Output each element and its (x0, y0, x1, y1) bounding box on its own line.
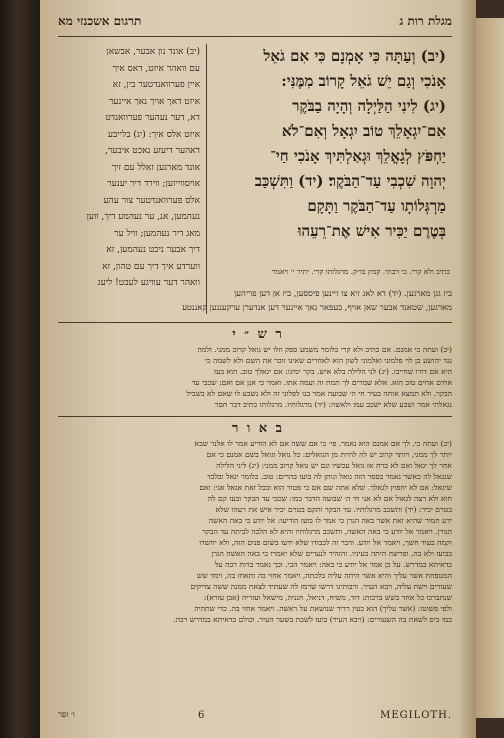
running-header (58, 14, 452, 34)
biur-line: יותר לך ממני, ויותר קרוב יש לה להיות מן הגואלים: כל גואל וגואל בשם אמנם כי אם (206, 450, 452, 459)
header-rule (58, 36, 452, 37)
yiddish-continuation (58, 286, 452, 322)
biur-line: המטפחת אשר עליך והיא אשר היתה עליה בלכתה, ויאמר אחזי בה ותאחז בה, וימד שש (197, 571, 452, 580)
page-number: 6 (198, 710, 205, 721)
yiddish-translation-column (70, 44, 200, 326)
facing-page-edge (474, 18, 504, 718)
hebrew-line: (יב) וְעַתָּה כִּי אָמְנָם כִּי אִם גֹאֵל (263, 47, 446, 65)
yiddish-line: אונד מארגען זאלל עם זיך (111, 162, 200, 173)
yiddish-line: אלס פערוואנדטער צור עהע (103, 195, 200, 206)
biur-line: (יב) ועתה כי, לך אם אמנם הוא נאמר. פי׳ כי אם ששה אם לא הודיע אמר לו אלנר שבא (194, 439, 452, 448)
column-divider (206, 44, 207, 314)
rashi-line: הבקר. ולא תמצא אותה בעיר חי ה׳ שבועה אמר בנו לפלוני זה ולא נשבע לו שאם לא בשביל (186, 389, 452, 398)
yiddish-line: ווערדע איך דיך עם טהון, זא (102, 261, 200, 272)
hebrew-line: אָנֹכִי וְגַם יֵשׁ גֹאֵל קָרוֹב מִמֶּנִּי: (281, 72, 446, 90)
yiddish-continuation-line: מארגען, שטאנד אבער שאן אויף, בעפאר נאך איינער דען אנדערן ערקעננען קאננטע (182, 302, 452, 312)
biur-line: וקמה בעוד חשך, ויאמר אל יודע. ודבר זה לכבודו שלא ידעו בשום פנים הזה, ולא יחשדו (199, 538, 452, 547)
rashi-line: נגד יהושע בן לוי פלמוני ואלמוני לשון הוא לאחרים שאינו זוכר את השם ולא לשמה כי (204, 356, 452, 365)
yiddish-continuation-line: ביז גגן מארגען. (יד) דא לאג זיא צו זיינען פיססען, ביז אן דען פריהען (234, 288, 452, 298)
biur-line: אחר לך יגאל ואם לא ברח אז גואל עכשיו וגם יש גואל קרוב ממני: (יג) ליני הלילה (216, 461, 452, 470)
biur-line: שנתברכו כל אחד בשש ברכות: דוד, משיח, דניאל, חנניה, מישאל ועזריה (אבן עזרא): (203, 593, 452, 602)
yiddish-line: אויסווייזען; ווירד דיר יענער (107, 179, 200, 189)
yiddish-line: איזט אלס איך: (יג) בלייבע (107, 129, 200, 140)
biur-line: שנגאל לה כאשר נאמר בספר הזה גואל ונותן לה בועז בהרים: טוב. כלומר יגאל ובלבד (207, 472, 452, 481)
biur-line: ולפי פשוטו: (אשר עליך) הוא כעין רדיד שנושאת על ראשה. ויאמר אחזי בה. כדי שתהיה (194, 604, 452, 613)
book-spine (0, 0, 40, 738)
biur-line: הגורן. ויאמר אל יודע כי באה האשה, ותשכב מרגלותיו והיא לא הלכה לביתה עד הבקר (202, 527, 452, 536)
book-page (40, 0, 476, 738)
yiddish-line: נעהמען, אנ, ער נעהמע דיך, ווען (86, 212, 200, 222)
biur-line: בטרם יכיר: (יד) ותשכב מרגלותיו. עד הבקר ותקם בטרם יכיר איש את רעהו שלא (215, 505, 452, 514)
header-translation-title: תרגום אשכנזי מא (58, 14, 142, 28)
biur-line: כדאיתא במדרש. על כן אמר אל יודע כי באה: ויאמר הבי. וכך נאמר ברות רבה על (214, 560, 452, 569)
hebrew-line: יְהוָה שִׁכְבִי עַד־הַבֹּקֶר׃ (יד) וַתִּשְׁכַּב (254, 172, 446, 190)
biur-title: ב א ו ר (232, 421, 284, 436)
hebrew-line: יַחְפֹּץ לְגָאֳלֵךְ וּגְאַלְתִּיךְ אָנֹכִי חַי־ (270, 147, 446, 165)
yiddish-line: מאג דיר נעהמען; וויל ער (114, 228, 200, 239)
yiddish-line: איין פערוואנדטער בין, זא (112, 80, 200, 90)
yiddish-line: (יב) אונד נון אבער, אבשאן (106, 47, 200, 57)
running-footer-title: MEGILOTH. (380, 710, 452, 721)
page-footer (58, 710, 452, 724)
biur-line: בבועז ולא בה, ופריצה היתה בעיניו. והזהיר לנערים שלא יאמרו כי באה האשה הגרן (211, 549, 452, 558)
biur-commentary (58, 438, 452, 628)
rashi-line: (יב) ועתה כי אמנם. אם כתיב ולא קרי כלומר משמע ספק וזלו יש גואל קרוב ממני. ולמה (197, 345, 452, 354)
hebrew-line: (יג) לִינִי הַלַּיְלָה וְהָיָה בַבֹּקֶר (292, 97, 446, 115)
yiddish-line: עם וואהר איזט, דאס איך (112, 63, 200, 74)
biur-line: ידע חמור שהיא זאת אשר באה הגרן כי אמר לו בועז הודיעו: אל יודע כי באה האשה (208, 516, 452, 525)
hebrew-line: בְּטֶרֶם יַכִּיר אִישׁ אֶת־רֵעֵהוּ (297, 222, 446, 240)
yiddish-line: דאהער דיעזע נאכט איבער, (104, 146, 200, 156)
header-book-title: מגלת רות ג (399, 14, 452, 28)
rashi-title: ר ש ״ י (232, 327, 284, 342)
rashi-top-rule (58, 322, 452, 323)
rashi-line: אחים אחים טוב הוא. אלא שמרים לך תמת זה ועמה אתו. ואמר כי אנן אם ואם: שכבי עד (191, 378, 452, 387)
yiddish-line: דיך אבער ניכט נעהמען, זא (106, 245, 200, 255)
signature-mark: ו׳ זפר (58, 710, 75, 719)
rashi-line: נגאלתי אמר ושבע שלא ישכב עמו ולאשה: (יד) מרגלותיו. מרגלותו כתיב דבר חסר (214, 400, 452, 409)
biur-top-rule (58, 416, 452, 417)
hebrew-line: אִם־יִגְאָלֵךְ טוֹב יִגְאָל וְאִם־לֹא (281, 122, 446, 140)
rashi-line: היא אם דורו שחייבו. (יג) לני הלילה בלא איש. בקר ימינו: אם יגאלך טוב. הוא בעז (213, 367, 452, 376)
yiddish-line: איזט דאך אויך נאך איינער (108, 96, 200, 107)
biur-line: כמו כיס לשאת בה השעורים: (ויבא העיר) בועז לשבת בשער העיר. וכולם כדאיתא במדרש רבה. (173, 615, 452, 624)
rashi-commentary (58, 344, 452, 412)
hebrew-text-column (212, 44, 446, 264)
biur-line: שיגאל: אם לא יחפוץ לגאלך. שלא אתה שם אם כי פטור הוא ובכל זאת אגאל אני: ואם (199, 483, 452, 492)
biur-line: שעורים וישת עליה, ויבא העיר. ורבותינו דרשו שרמז לה שעתיד לצאת ממנה ששה צדיקים (190, 582, 452, 591)
yiddish-line: דא, דער נעהער פערוואנדט (105, 113, 200, 123)
hebrew-line: מַרְגְּלוֹתָו עַד־הַבֹּקֶר וַתָּקָם (307, 197, 446, 215)
yiddish-line: וואהר דער עוויגע לעבט! ליעג (97, 278, 200, 288)
masorah-note: כתיב ולא קרי. כי רבתי. קמץ בז״ק. מרגלותו קרי. יתיר י׳ ויאמר (271, 267, 450, 276)
biur-line: חוא ולא רצה לגאול אם לא אני חי ה׳ שבועה הדבר כמו: שכבי עד הבקר ובעז קם לה (207, 494, 452, 503)
